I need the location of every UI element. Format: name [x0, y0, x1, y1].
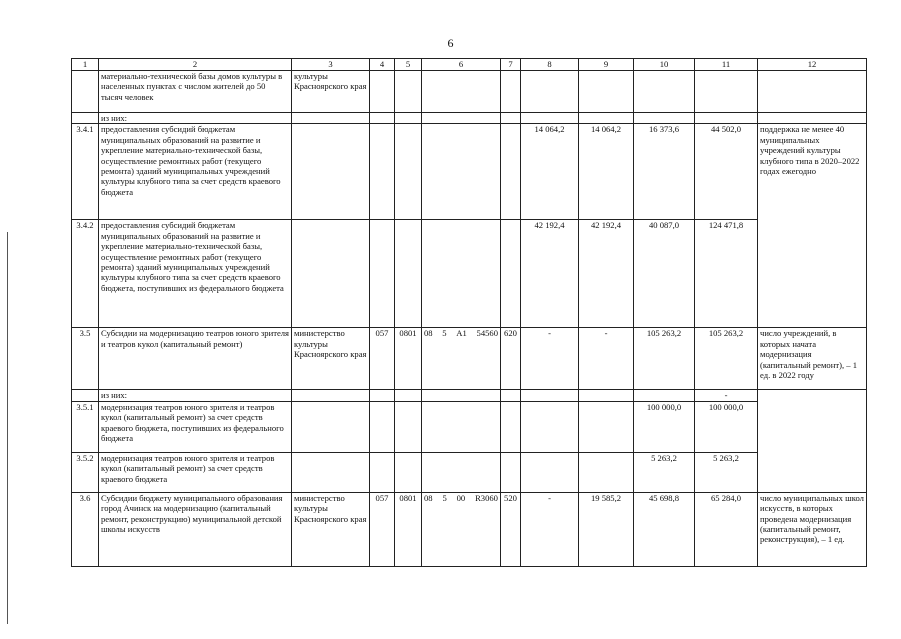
code-part: 54560: [476, 328, 498, 339]
row-indicator: [758, 71, 867, 113]
value-col9: -: [579, 328, 634, 390]
row-description: Субсидии бюджету муниципального образования город Ачинск на модернизацию (капитальный ремонт, реконструкцию) муниципальной детской школы искусств: [99, 492, 292, 566]
header-row: [72, 59, 867, 71]
row-executor: министерство культуры Красноярского края: [292, 492, 370, 566]
code-part: А1: [456, 328, 467, 339]
table-row: [72, 124, 867, 220]
value-col11: -: [695, 390, 758, 401]
page-number: 6: [447, 36, 454, 50]
row-description: предоставления субсидий бюджетам муниципальных образований на развитие и укрепление материально-технической базы, осуществление ремонтных работ (текущего ремонта) зданий муниципальных учреждений культуры клубного типа за счет средств краевого бюджета, поступивших из федерального бюджета: [99, 220, 292, 328]
row-indicator: поддержка не менее 40 муниципальных учреждений культуры клубного типа в 2020–2022 годах ежегодно: [758, 124, 867, 220]
row-indicator: число учреждений, в которых начата модернизация (капитальный ремонт), – 1 ед. в 2022 году: [758, 328, 867, 390]
value-col8: -: [521, 328, 579, 390]
value-col8: 14 064,2: [521, 124, 579, 220]
code-part: 5: [442, 492, 447, 503]
code-part: 08: [424, 328, 433, 339]
row-number: 3.6: [72, 492, 99, 566]
budget-table: [71, 58, 867, 567]
table-row: [72, 71, 867, 113]
table-row: [72, 113, 867, 124]
row-description: предоставления субсидий бюджетам муниципальных образований на развитие и укрепление материально-технической базы, осуществление ремонтных работ (текущего ремонта) зданий муниципальных учреждений культуры клубного типа за счет средств краевого бюджета: [99, 124, 292, 220]
header-cell: 7: [501, 59, 521, 71]
value-col7: 620: [501, 328, 521, 390]
value-col11: 65 284,0: [695, 492, 758, 566]
value-col10: 100 000,0: [634, 401, 695, 452]
value-col5: 0801: [395, 492, 422, 566]
header-cell: 11: [695, 59, 758, 71]
value-col10: 40 087,0: [634, 220, 695, 328]
table-row: [72, 220, 867, 328]
value-col6: [422, 328, 501, 390]
header-cell: 8: [521, 59, 579, 71]
value-col10: 45 698,8: [634, 492, 695, 566]
header-cell: 10: [634, 59, 695, 71]
code-part: 08: [424, 492, 433, 503]
row-description: из них:: [99, 113, 292, 124]
row-executor: министерство культуры Красноярского края: [292, 328, 370, 390]
value-col10: 5 263,2: [634, 452, 695, 492]
value-col6: [422, 492, 501, 566]
header-cell: 5: [395, 59, 422, 71]
value-col5: 0801: [395, 328, 422, 390]
row-description: модернизация театров юного зрителя и театров кукол (капитальный ремонт) за счет средств краевого бюджета, поступивших из федерального бюджета: [99, 401, 292, 452]
value-col11: 124 471,8: [695, 220, 758, 328]
table-row: [72, 452, 867, 492]
row-description: из них:: [99, 390, 292, 401]
header-cell: 1: [72, 59, 99, 71]
header-cell: 6: [422, 59, 501, 71]
value-col10: 105 263,2: [634, 328, 695, 390]
code-part: 00: [456, 492, 466, 503]
value-col4: 057: [370, 328, 395, 390]
value-col4: 057: [370, 492, 395, 566]
row-indicator: [758, 390, 867, 401]
row-description: модернизация театров юного зрителя и театров кукол (капитальный ремонт) за счет средств краевого бюджета: [99, 452, 292, 492]
row-executor: культуры Красноярского края: [292, 71, 370, 113]
row-number: 3.4.1: [72, 124, 99, 220]
value-col11: 100 000,0: [695, 401, 758, 452]
header-cell: 9: [579, 59, 634, 71]
value-col8: -: [521, 492, 579, 566]
row-description: Субсидии на модернизацию театров юного зрителя и театров кукол (капитальный ремонт): [99, 328, 292, 390]
value-col11: 44 502,0: [695, 124, 758, 220]
row-description: материально-технической базы домов культуры в населенных пунктах с числом жителей до 50 тысяч человек: [99, 71, 292, 113]
row-number: [72, 71, 99, 113]
row-indicator: [758, 401, 867, 452]
code-part: 5: [442, 328, 447, 339]
value-col9: 19 585,2: [579, 492, 634, 566]
row-indicator: число муниципальных школ искусств, в которых проведена модернизация (капитальный ремонт, реконструкция), – 1 ед.: [758, 492, 867, 566]
value-col8: 42 192,4: [521, 220, 579, 328]
row-number: 3.5.1: [72, 401, 99, 452]
table-row: [72, 390, 867, 401]
header-cell: 2: [99, 59, 292, 71]
value-col9: 42 192,4: [579, 220, 634, 328]
header-cell: 3: [292, 59, 370, 71]
code-part: R3060: [475, 492, 498, 503]
row-number: 3.5.2: [72, 452, 99, 492]
row-number: 3.5: [72, 328, 99, 390]
table-row: [72, 492, 867, 566]
value-col7: 520: [501, 492, 521, 566]
value-col11: 5 263,2: [695, 452, 758, 492]
value-col9: 14 064,2: [579, 124, 634, 220]
header-cell: 4: [370, 59, 395, 71]
row-number: 3.4.2: [72, 220, 99, 328]
table-row: [72, 401, 867, 452]
table-row: [72, 328, 867, 390]
row-indicator: [758, 452, 867, 492]
value-col10: 16 373,6: [634, 124, 695, 220]
value-col11: 105 263,2: [695, 328, 758, 390]
header-cell: 12: [758, 59, 867, 71]
margin-line: [7, 232, 8, 624]
row-indicator: [758, 113, 867, 124]
row-indicator: [758, 220, 867, 328]
